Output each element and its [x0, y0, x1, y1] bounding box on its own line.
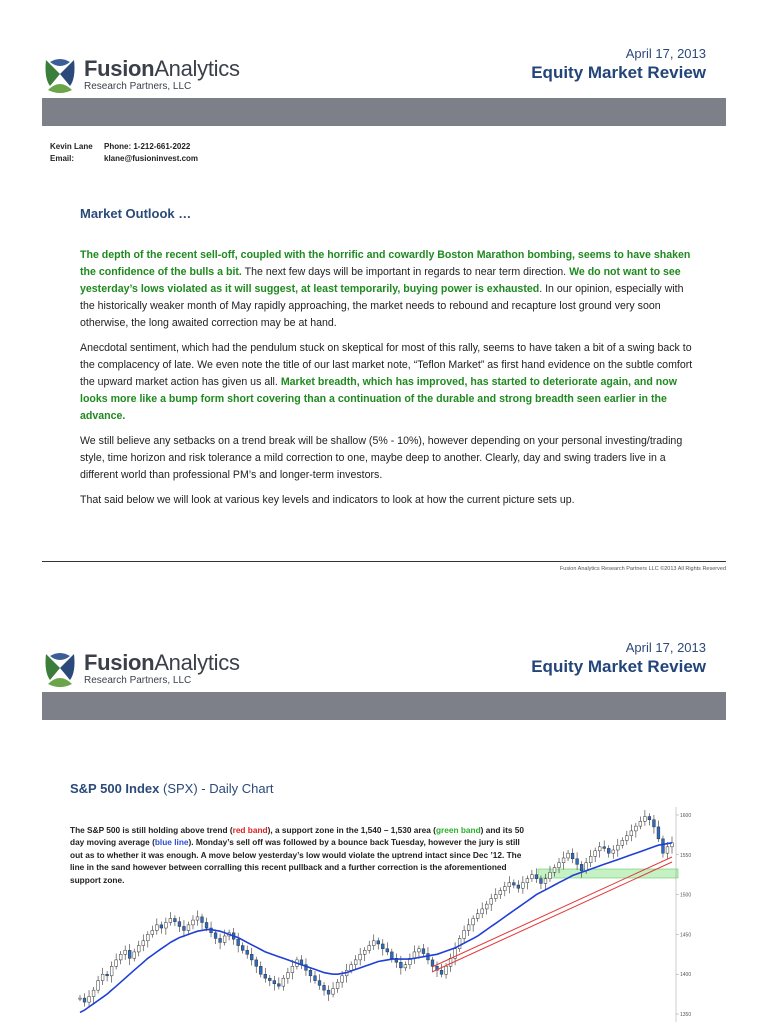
- candle-body: [219, 938, 222, 942]
- candle-body: [241, 946, 244, 951]
- candle-body: [372, 941, 375, 946]
- candle-body: [494, 895, 497, 899]
- candle-body: [657, 827, 660, 839]
- candle-body: [332, 989, 335, 995]
- contact-phone: Phone: 1-212-661-2022: [104, 142, 191, 151]
- footer-rule: [42, 561, 726, 562]
- candle-body: [174, 918, 177, 921]
- candle-body: [377, 941, 380, 944]
- y-tick-label: 1450: [680, 932, 692, 939]
- candle-body: [187, 925, 190, 931]
- report-date: April 17, 2013: [625, 640, 706, 655]
- candle-body: [467, 925, 470, 931]
- candle-body: [535, 875, 538, 879]
- candle-body: [576, 859, 579, 865]
- candle-body: [268, 978, 271, 980]
- candle-body: [594, 851, 597, 857]
- brand-subtitle: Research Partners, LLC: [84, 81, 192, 92]
- candle-body: [341, 976, 344, 982]
- candle-body: [133, 952, 136, 958]
- brand-name-rest: Analytics: [154, 650, 240, 675]
- candle-body: [598, 847, 601, 851]
- candle-body: [589, 856, 592, 862]
- candle-body: [418, 949, 421, 952]
- candle-body: [463, 930, 466, 938]
- candle-body: [386, 949, 389, 952]
- candle-body: [160, 925, 163, 928]
- y-tick-label: 1550: [680, 852, 692, 859]
- candle-body: [164, 922, 167, 928]
- brand-name-bold: Fusion: [84, 56, 155, 81]
- candle-body: [567, 853, 570, 858]
- text-run: green band: [435, 825, 481, 835]
- header-bar: [42, 692, 726, 720]
- candle-body: [607, 848, 610, 853]
- text-run: red band: [232, 825, 268, 835]
- candle-body: [553, 868, 556, 873]
- candle-body: [336, 982, 339, 988]
- candle-body: [286, 973, 289, 979]
- candle-body: [499, 891, 502, 895]
- candle-body: [485, 904, 488, 909]
- text-run: . In our opinion, especially with the historically weaker month of May rapidly approaching, the market needs to rebound and recapture lost ground very soon otherwise, the long awaited correction may be at hand.: [80, 283, 684, 329]
- brand-subtitle: Research Partners, LLC: [84, 675, 192, 686]
- candle-body: [616, 845, 619, 850]
- candle-body: [88, 997, 91, 1003]
- text-run: We do not want to see yesterday’s lows violated as it will suggest, at least temporarily, buying power is exhausted: [80, 266, 681, 295]
- candle-body: [481, 909, 484, 914]
- candle-body: [92, 990, 95, 996]
- report-date: April 17, 2013: [625, 46, 706, 61]
- candle-body: [662, 839, 665, 853]
- copyright-note: Fusion Analytics Research Partners LLC ©2013 All Rights Reserved: [559, 566, 726, 572]
- candle-body: [192, 920, 195, 925]
- candle-body: [458, 938, 461, 948]
- candle-body: [79, 998, 82, 999]
- text-run: Market breadth, which has improved, has started to deteriorate again, and now looks more like a bump form short covering than a continuation of the durable and strong breadth seen earlier in the advance.: [80, 376, 677, 422]
- candle-body: [196, 917, 199, 920]
- candle-body: [169, 918, 172, 922]
- candle-body: [472, 918, 475, 924]
- candle-body: [291, 966, 294, 972]
- candle-body: [115, 960, 118, 966]
- y-tick-label: 1400: [680, 972, 692, 979]
- candle-body: [277, 984, 280, 986]
- outlook-paragraph-2: [80, 340, 700, 425]
- candle-body: [97, 981, 100, 991]
- candle-body: [643, 817, 646, 822]
- candle-body: [368, 946, 371, 951]
- candle-body: [142, 941, 145, 946]
- chart-title-rest: (SPX) - Daily Chart: [159, 781, 274, 796]
- candle-body: [83, 998, 86, 1002]
- candle-body: [404, 965, 407, 968]
- candle-body: [350, 965, 353, 971]
- candle-body: [544, 879, 547, 884]
- candle-body: [653, 820, 656, 827]
- candle-body: [540, 879, 543, 884]
- candle-body: [603, 847, 606, 849]
- candle-body: [562, 858, 565, 863]
- candle-body: [250, 954, 253, 960]
- brand-name-rest: Analytics: [154, 56, 240, 81]
- candle-body: [634, 826, 637, 831]
- candle-body: [549, 872, 552, 878]
- candle-body: [625, 836, 628, 841]
- candle-body: [440, 970, 443, 974]
- candle-body: [237, 939, 240, 945]
- candle-body: [449, 958, 452, 966]
- contact-name: Kevin Lane: [50, 142, 93, 151]
- chart-title-bold: S&P 500 Index: [70, 781, 160, 796]
- outlook-body: [80, 247, 700, 517]
- candle-body: [110, 966, 113, 976]
- fusion-logo-icon: [42, 650, 78, 688]
- text-run: The next few days will be important in regards to near term direction.: [241, 266, 570, 278]
- candle-body: [503, 887, 506, 891]
- y-tick-label: 1350: [680, 1012, 692, 1019]
- candle-body: [178, 922, 181, 927]
- candle-body: [666, 847, 669, 853]
- candle-body: [381, 944, 384, 949]
- brand-logo: [42, 56, 240, 94]
- candle-body: [106, 974, 109, 976]
- candle-body: [137, 946, 140, 952]
- text-run: ), a support zone in the 1,540 – 1,530 area (: [267, 825, 436, 835]
- candle-body: [155, 925, 158, 931]
- text-run: ) and its 50 day moving average (: [70, 825, 525, 848]
- candle-body: [201, 917, 204, 923]
- candle-body: [354, 960, 357, 965]
- candle-body: [101, 974, 104, 980]
- brand-name-bold: Fusion: [84, 650, 155, 675]
- text-run: Anecdotal sentiment, which had the pendulum stuck on skeptical for most of this rally, seems to have taken a bit of a swing back to the complacency of late. We even note the title of our last market note, “Teflon Market” as first hand evidence on the subtle comfort the upward market action has given us all.: [80, 342, 693, 388]
- candle-body: [648, 817, 651, 820]
- candle-body: [255, 960, 258, 966]
- candle-body: [490, 899, 493, 905]
- candle-body: [399, 962, 402, 968]
- y-tick-label: 1600: [680, 812, 692, 819]
- candle-body: [259, 966, 262, 974]
- candle-body: [476, 914, 479, 919]
- brand-logo: [42, 650, 240, 688]
- contact-email[interactable]: klane@fusioninvest.com: [104, 154, 199, 163]
- candle-body: [359, 954, 362, 960]
- candle-body: [571, 853, 574, 859]
- candle-body: [390, 952, 393, 958]
- candle-body: [314, 976, 317, 981]
- outlook-paragraph-3: We still believe any setbacks on a trend break will be shallow (5% - 10%), however depending on your personal investing/trading style, time horizon and risk tolerance a mild correction to one, maybe deep to another. Clearly, day and swing traders live in a different world than professional PM’s and longer-term investors.: [80, 435, 683, 481]
- candle-body: [531, 875, 534, 879]
- candle-body: [151, 930, 154, 934]
- text-run: ). Monday’s sell off was followed by a bounce back Tuesday, however the jury is still out as to whether it was enough. A move below yesterday’s low would violate the uptrend intact since Dec ’12. The line in the sand however between corralling this recent pullback and a further correction is the aforementioned support zone.: [70, 837, 522, 885]
- chart-section-title: [70, 781, 274, 796]
- outlook-paragraph-1: [80, 247, 700, 332]
- page-2: [0, 595, 768, 1024]
- candle-body: [282, 978, 285, 986]
- candle-body: [422, 949, 425, 954]
- candle-body: [246, 950, 249, 954]
- contact-block: [50, 141, 198, 165]
- candle-body: [128, 950, 131, 958]
- y-tick-label: 1500: [680, 892, 692, 899]
- candle-body: [273, 981, 276, 984]
- candle-body: [363, 950, 366, 954]
- candle-body: [327, 990, 330, 994]
- candle-body: [612, 850, 615, 853]
- candle-body: [309, 970, 312, 976]
- candle-body: [124, 950, 127, 954]
- candle-body: [431, 960, 434, 966]
- candle-body: [323, 985, 326, 990]
- text-run: The S&P 500 is still holding above trend (: [70, 825, 233, 835]
- candle-body: [621, 840, 624, 845]
- contact-email-label: Email:: [50, 154, 75, 163]
- candle-body: [223, 936, 226, 942]
- candle-body: [580, 864, 583, 870]
- candle-body: [214, 933, 217, 939]
- candle-body: [558, 863, 561, 868]
- text-run: blue line: [154, 837, 189, 848]
- fusion-logo-icon: [42, 56, 78, 94]
- candle-body: [639, 821, 642, 826]
- market-outlook-title: Market Outlook …: [80, 206, 192, 221]
- chart-description: [70, 824, 530, 886]
- report-title: Equity Market Review: [531, 63, 706, 82]
- header-bar: [42, 98, 726, 126]
- candle-body: [205, 922, 208, 928]
- report-title: Equity Market Review: [531, 657, 706, 676]
- candle-body: [318, 981, 321, 986]
- outlook-paragraph-4: That said below we will look at various key levels and indicators to look at how the current picture sets up.: [80, 494, 575, 506]
- candle-body: [183, 926, 186, 930]
- candle-body: [119, 954, 122, 960]
- text-run: The depth of the recent sell-off, coupled with the horrific and cowardly Boston Marathon bombing, seems to have shaken the confidence of the bulls a bit.: [80, 249, 691, 278]
- candle-body: [146, 934, 149, 940]
- candle-body: [630, 831, 633, 836]
- candle-body: [445, 966, 448, 974]
- candle-body: [264, 974, 267, 978]
